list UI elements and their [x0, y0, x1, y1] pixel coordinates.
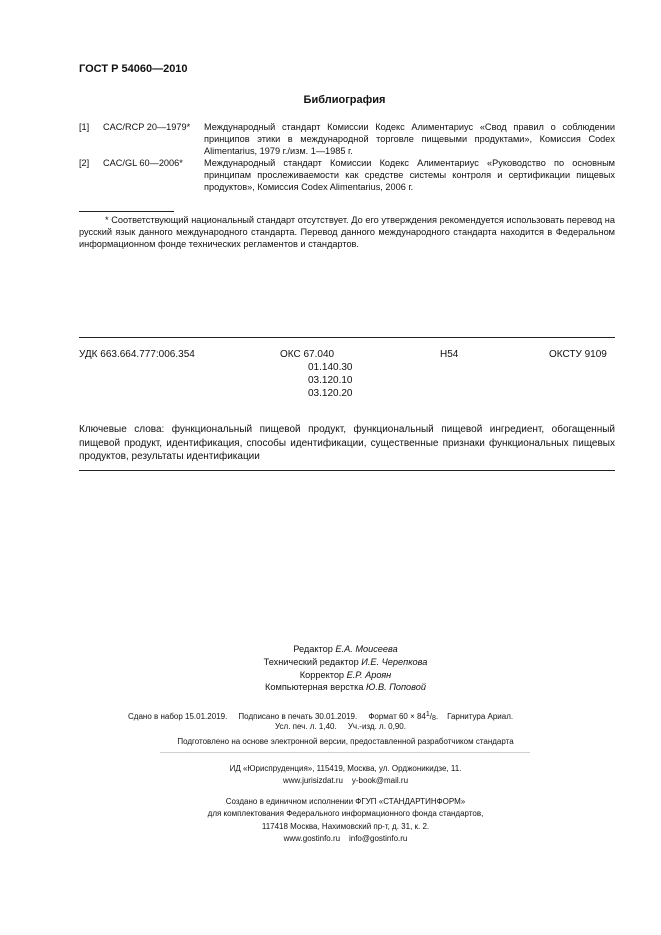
bibliography-title: Библиография [303, 94, 386, 106]
credit-line [30, 681, 661, 694]
bibliography-entry [0, 121, 661, 161]
credit-line [30, 643, 661, 656]
oks-code: 03.120.20 [308, 388, 353, 399]
publisher-email[interactable]: y-book@mail.ru [351, 776, 409, 785]
credit-role: Корректор [299, 669, 345, 680]
footnote-separator [79, 211, 174, 212]
credit-line [30, 656, 661, 669]
bibliography-entry [0, 157, 661, 197]
publisher-sheets: Уч.-изд. л. 0,90. [347, 722, 406, 731]
publisher-site[interactable]: www.jurisizdat.ru [282, 776, 343, 785]
editorial-credits [0, 643, 661, 694]
signed-date: Подписано в печать 30.01.2019. [238, 712, 358, 721]
divider [79, 470, 615, 471]
document-header: ГОСТ Р 54060—2010 [79, 63, 188, 75]
entry-number: [1] [79, 122, 90, 132]
entry-text: Международный стандарт Комиссии Кодекс Алиментариус «Свод правил о соблюдении принципов этики в международной торговле пищевыми продуктами», Комиссия Codex Alimentarius, 1979 г./изм. 1—1985 г. [204, 122, 615, 156]
okstu-code: ОКСТУ 9109 [549, 349, 607, 360]
producer-address: 117418 Москва, Нахимовский пр-т, д. 31, к. 2. [261, 822, 430, 831]
udk-code: УДК 663.664.777:006.354 [79, 349, 195, 360]
credit-role: Редактор [293, 644, 333, 654]
keywords: Ключевые слова: функциональный пищевой продукт, функциональный пищевой ингредиент, обогащенный пищевой продукт, идентификация, способы идентификации, существенные признаки функциональных пищевых продуктов, результаты идентификации [79, 424, 615, 462]
entry-number: [2] [79, 158, 90, 168]
imprint-line-2 [275, 721, 406, 733]
classification-group: Н54 [440, 349, 459, 360]
oks-code: 01.140.30 [308, 362, 353, 373]
typeface: Гарнитура Ариал. [447, 712, 514, 721]
credit-name: Е.А. Моисеева [335, 644, 398, 654]
publisher-contacts [0, 775, 661, 787]
oks-label: ОКС 67.040 [280, 349, 335, 360]
credit-role: Технический редактор [263, 656, 359, 667]
credit-name: И.Е. Черепкова [361, 656, 428, 667]
producer-contacts [0, 833, 661, 845]
prepared-note: Подготовлено на основе электронной версии, предоставленной разработчиком стандарта [177, 737, 514, 746]
entry-text: Международный стандарт Комиссии Кодекс Алиментариус «Руководство по основным принципам прослеживаемости как средстве системы контроля и сертификации пищевых продуктов», Комиссия Codex Alimentarius, 2006 г. [204, 158, 615, 192]
typeset-date: Сдано в набор 15.01.2019. [128, 712, 228, 721]
footnote: * Соответствующий национальный стандарт отсутствует. До его утверждения рекомендуется использовать перевод на русский язык данного международного стандарта. Перевод данного международного стандарта находится в Федеральном информационном фонде технических регламентов и стандартов. [79, 215, 615, 249]
divider [160, 752, 530, 753]
credit-role: Компьютерная верстка [265, 682, 364, 693]
entry-code: CAC/RCP 20—1979* [103, 122, 191, 132]
oks-code: 03.120.10 [308, 375, 353, 386]
publisher-address: ИД «Юриспруденция», 115419, Москва, ул. Орджоникидзе, 11. [229, 764, 462, 773]
producer-line: для комплектования Федерального информационного фонда стандартов, [207, 809, 484, 818]
producer-line: Создано в единичном исполнении ФГУП «СТАНДАРТИНФОРМ» [225, 797, 466, 806]
credit-line [30, 669, 661, 682]
print-sheets: Усл. печ. л. 1,40. [275, 722, 337, 731]
producer-email[interactable]: info@gostinfo.ru [348, 834, 408, 843]
divider [79, 337, 615, 338]
credit-name: Ю.В. Поповой [366, 682, 426, 693]
credit-name: Е.Р. Ароян [346, 669, 392, 680]
print-format: Формат $60 \times 84^1/_8$. [368, 711, 439, 722]
producer-site[interactable]: www.gostinfo.ru [283, 834, 341, 843]
entry-code: CAC/GL 60—2006* [103, 158, 183, 168]
